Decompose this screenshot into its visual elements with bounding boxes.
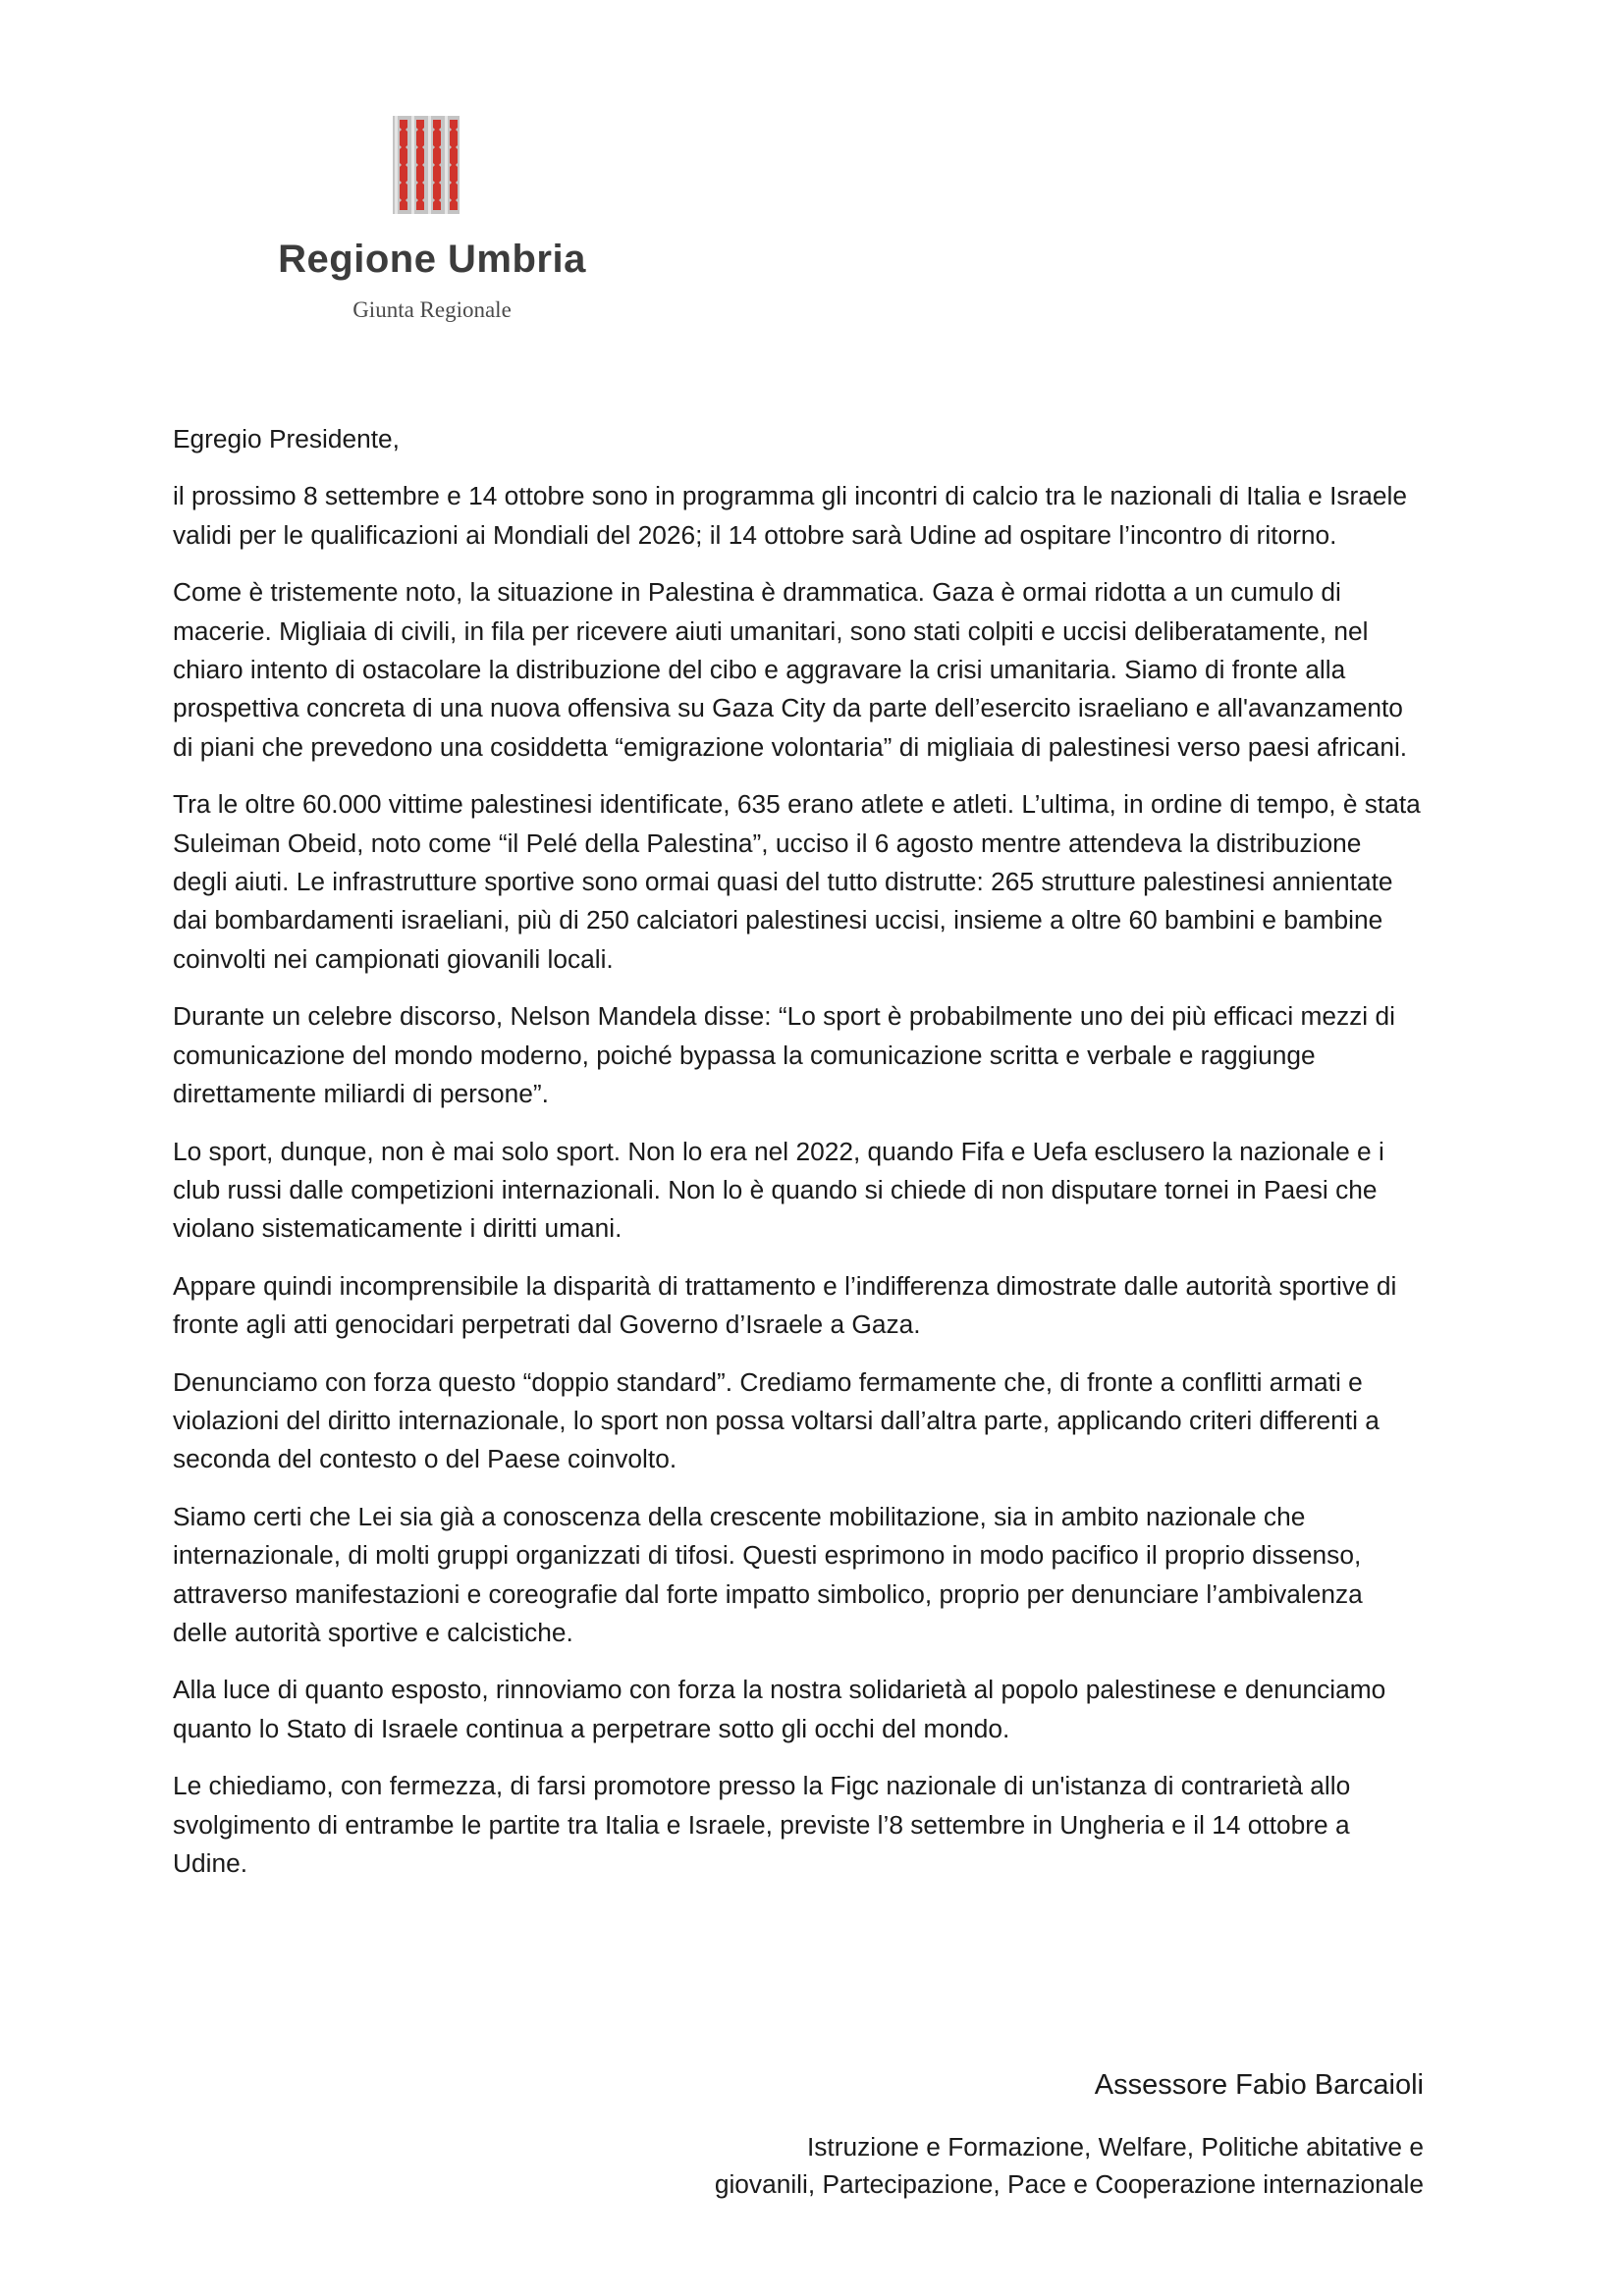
paragraph: Alla luce di quanto esposto, rinnoviamo con forza la nostra solidarietà al popolo palestinese e denunciamo quanto lo Stato di Israele continua a perpetrare sotto gli occhi del mondo.	[173, 1675, 1386, 1743]
signatory-role-line: giovanili, Partecipazione, Pace e Cooperazione internazionale	[714, 2169, 1424, 2199]
organization-name: Regione Umbria	[278, 238, 586, 281]
signatory-name: Assessore Fabio Barcaioli	[1094, 2069, 1424, 2101]
paragraph: il prossimo 8 settembre e 14 ottobre sono in programma gli incontri di calcio tra le nazionali di Italia e Israele validi per le qualificazioni ai Mondiali del 2026; il 14 ottobre sarà Udine ad ospitare l’incontro di ritorno.	[173, 481, 1408, 550]
signature-block	[540, 2065, 1424, 2203]
salutation: Egregio Presidente,	[173, 424, 400, 454]
paragraph: Tra le oltre 60.000 vittime palestinesi identificate, 635 erano atlete e atleti. L’ultima, in ordine di tempo, è stata Suleiman Obeid, noto come “il Pelé della Palestina”, ucciso il 6 agosto mentre attendeva la distribuzione degli aiuti. Le infrastrutture sportive sono ormai quasi del tutto distrutte: 265 strutture palestinesi annientate dai bombardamenti israeliani, più di 250 calciatori palestinesi uccisi, insieme a oltre 60 bambini e bambine coinvolti nei campionati giovanili locali.	[173, 789, 1421, 974]
paragraph: Siamo certi che Lei sia già a conoscenza della crescente mobilitazione, sia in ambito nazionale che internazionale, di molti gruppi organizzati di tifosi. Questi esprimono in modo pacifico il proprio dissenso, attraverso manifestazioni e coreografie dal forte impatto simbolico, proprio per denunciare l’ambivalenza delle autorità sportive e calcistiche.	[173, 1501, 1363, 1647]
paragraph: Denunciamo con forza questo “doppio standard”. Crediamo fermamente che, di fronte a conflitti armati e violazioni del diritto internazionale, lo sport non possa voltarsi dall’altra parte, applicando criteri differenti a seconda del contesto o del Paese coinvolto.	[173, 1366, 1380, 1474]
paragraph: Lo sport, dunque, non è mai solo sport. Non lo era nel 2022, quando Fifa e Uefa esclusero la nazionale e i club russi dalle competizioni internazionali. Non lo è quando si chiede di non disputare tornei in Paesi che violano sistematicamente i diritti umani.	[173, 1136, 1384, 1244]
regione-umbria-logo	[393, 116, 460, 214]
paragraph: Appare quindi incomprensibile la disparità di trattamento e l’indifferenza dimostrate dalle autorità sportive di fronte agli atti genocidari perpetrati dal Governo d’Israele a Gaza.	[173, 1270, 1397, 1340]
signatory-role-line: Istruzione e Formazione, Welfare, Politiche abitative e	[806, 2132, 1424, 2162]
department-name: Giunta Regionale	[352, 297, 512, 322]
logo-icon	[393, 116, 460, 214]
paragraph: Durante un celebre discorso, Nelson Mandela disse: “Lo sport è probabilmente uno dei più efficaci mezzi di comunicazione del mondo moderno, poiché bypassa la comunicazione scritta e verbale e raggiunge direttamente miliardi di persone”.	[173, 1001, 1395, 1109]
signatory-role	[540, 2128, 1424, 2203]
paragraph: Le chiediamo, con fermezza, di farsi promotore presso la Figc nazionale di un'istanza di contrarietà allo svolgimento di entrambe le partite tra Italia e Israele, previste l’8 settembre in Ungheria e il 14 ottobre a Udine.	[173, 1771, 1351, 1878]
letter-body	[173, 420, 1422, 1901]
paragraph: Come è tristemente noto, la situazione in Palestina è drammatica. Gaza è ormai ridotta a un cumulo di macerie. Migliaia di civili, in fila per ricevere aiuti umanitari, sono stati colpiti e uccisi deliberatamente, nel chiaro intento di ostacolare la distribuzione del cibo e aggravare la crisi umanitaria. Siamo di fronte alla prospettiva concreta di una nuova offensiva su Gaza City da parte dell’esercito israeliano e all'avanzamento di piani che prevedono una cosiddetta “emigrazione volontaria” di migliaia di palestinesi verso paesi africani.	[173, 577, 1408, 762]
